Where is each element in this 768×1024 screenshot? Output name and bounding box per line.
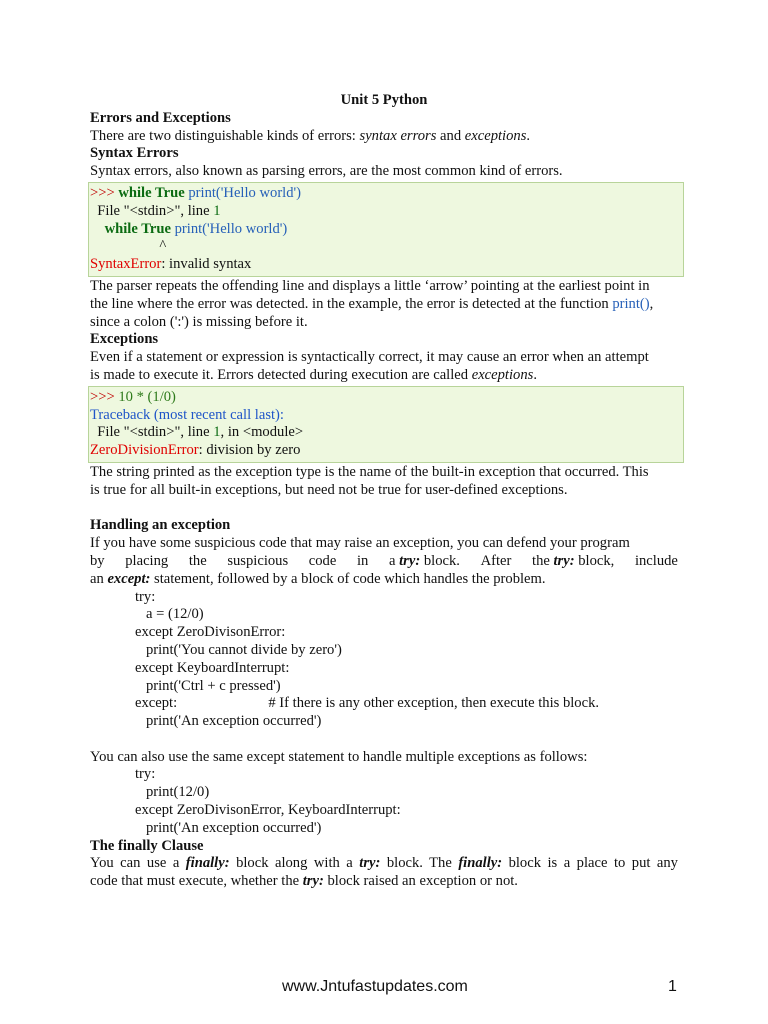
word: code: [308, 552, 337, 569]
code-keyword: while True: [118, 184, 185, 201]
word: placing: [125, 552, 169, 569]
code-text: File "<stdin>", line: [90, 424, 214, 441]
intro-italic-exceptions: exceptions: [464, 127, 527, 144]
exception-code-box: [88, 386, 684, 463]
code-line: except KeyboardInterrupt:: [135, 659, 290, 676]
paragraph-text: block is a place to put any: [502, 855, 678, 872]
spacer: [90, 731, 678, 749]
intro-text: .: [526, 127, 531, 144]
exception-type-paragraph-line: is true for all built-in exceptions, but need not be true for user-defined exceptions.: [90, 481, 568, 498]
except-keyword: except:: [107, 570, 151, 587]
word-the-try-block: the try: block,: [532, 552, 615, 569]
paragraph-text: an: [90, 570, 108, 587]
exceptions-paragraph-line: Even if a statement or expression is syntactically correct, it may cause an error when an attempt: [90, 349, 649, 366]
code-line: [89, 389, 683, 407]
code-error-name: ZeroDivisionError: [90, 442, 199, 459]
code-line: except ZeroDivisonError:: [135, 624, 286, 641]
paragraph-text: .: [533, 366, 537, 383]
syntax-errors-heading: Syntax Errors: [90, 145, 179, 162]
word: include: [634, 552, 678, 569]
code-expression: 10 * (1/0): [118, 388, 176, 405]
finally-keyword: finally:: [185, 855, 230, 872]
exception-type-paragraph-line: The string printed as the exception type is the name of the built-in exception that occurred. This: [90, 463, 649, 480]
code-line: try:: [135, 588, 156, 605]
code-line: [89, 185, 683, 203]
intro-text: There are two distinguishable kinds of errors:: [90, 127, 360, 144]
exceptions-heading: Exceptions: [90, 331, 159, 348]
word: the: [188, 552, 207, 569]
code-number: 1: [213, 202, 221, 219]
syntax-errors-paragraph: Syntax errors, also known as parsing errors, are the most common kind of errors.: [90, 163, 563, 180]
code-function: ): [296, 184, 302, 201]
word: by: [90, 552, 105, 569]
try-keyword: try:: [302, 873, 324, 890]
finally-paragraph-line: [90, 855, 678, 873]
code-string: 'Hello world': [207, 220, 283, 237]
code-text: , in <module>: [220, 424, 304, 441]
word: suspicious: [227, 552, 289, 569]
code-line: print('An exception occurred'): [135, 819, 322, 836]
code-error-name: SyntaxError: [90, 256, 162, 273]
handling-paragraph-line: [90, 553, 678, 571]
code-traceback-line: Traceback (most recent call last):: [90, 406, 284, 423]
errors-intro-paragraph: [90, 128, 678, 146]
code-line: print('An exception occurred'): [135, 713, 322, 730]
code-text: File "<stdin>", line: [90, 202, 214, 219]
code-text: : invalid syntax: [161, 256, 252, 273]
code-line: print('Ctrl + c pressed'): [135, 677, 281, 694]
paragraph-text: block raised an exception or not.: [323, 873, 518, 890]
paragraph-text: statement, followed by a block of code which handles the problem.: [150, 570, 546, 587]
finally-paragraph-line: [90, 873, 678, 891]
word: After: [480, 552, 512, 569]
code-line: print(12/0): [135, 784, 210, 801]
document-page: [90, 92, 678, 891]
finally-keyword: finally:: [458, 855, 503, 872]
code-prompt: >>>: [90, 184, 119, 201]
paragraph-text: ,: [649, 295, 654, 312]
code-string: 'Hello world': [220, 184, 297, 201]
code-line: print('You cannot divide by zero'): [135, 641, 342, 658]
code-line: a = (12/0): [135, 606, 204, 623]
handling-exception-heading: Handling an exception: [90, 517, 231, 534]
code-caret-line: ^: [90, 238, 167, 255]
finally-clause-heading: The finally Clause: [90, 837, 204, 854]
code-line: [89, 203, 683, 221]
italic-exceptions: exceptions: [471, 366, 534, 383]
code-function: print(: [170, 220, 208, 237]
page-title: Unit 5 Python: [340, 92, 428, 108]
footer-website-link[interactable]: www.Jntufastupdates.com: [282, 978, 468, 995]
paragraph-text: You can use a: [90, 855, 186, 872]
code-line: [89, 442, 683, 460]
try-keyword: try:: [359, 855, 381, 872]
spacer: [90, 500, 678, 518]
code-line: except: # If there is any other exception, then execute this block.: [135, 695, 600, 712]
code-function: ): [282, 220, 288, 237]
code-function: print(: [184, 184, 221, 201]
exceptions-paragraph-line: [90, 367, 678, 385]
paragraph-text: block along with a: [229, 855, 360, 872]
try-keyword: try:: [399, 552, 421, 569]
page-number: 1: [668, 978, 677, 995]
handling-paragraph-line: [90, 571, 678, 589]
try-keyword: try:: [553, 552, 575, 569]
code-line: [89, 256, 683, 274]
syntax-error-code-box: [88, 182, 684, 277]
print-function-ref: print(): [612, 295, 650, 312]
multiple-except-example: [90, 766, 678, 837]
code-text: : division by zero: [198, 442, 301, 459]
intro-italic-syntax: syntax errors: [359, 127, 437, 144]
paragraph-text: code that must execute, whether the: [90, 873, 303, 890]
code-prompt: >>>: [90, 388, 119, 405]
code-line: except ZeroDivisonError, KeyboardInterrupt:: [135, 802, 401, 819]
code-line: try:: [135, 766, 156, 783]
intro-text: and: [436, 127, 465, 144]
parser-paragraph-line: since a colon (':') is missing before it.: [90, 313, 308, 330]
code-line: [89, 221, 683, 239]
paragraph-text: block. The: [380, 855, 459, 872]
errors-exceptions-heading: Errors and Exceptions: [90, 109, 231, 126]
handling-paragraph-line: If you have some suspicious code that may raise an exception, you can defend your program: [90, 535, 630, 552]
paragraph-text: the line where the error was detected. in the example, the error is detected at the function: [90, 295, 613, 312]
code-keyword: while True: [90, 220, 171, 237]
paragraph-text: is made to execute it. Errors detected during execution are called: [90, 366, 472, 383]
word-try-block: a try: block.: [388, 552, 460, 569]
try-except-example: [90, 589, 678, 731]
multiple-exceptions-paragraph: You can also use the same except statement to handle multiple exceptions as follows:: [90, 748, 588, 765]
parser-paragraph-line: [90, 296, 678, 314]
code-number: 1: [213, 424, 221, 441]
code-line: [89, 424, 683, 442]
word: in: [356, 552, 369, 569]
parser-paragraph-line: The parser repeats the offending line and displays a little ‘arrow’ pointing at the earliest point in: [90, 277, 650, 294]
